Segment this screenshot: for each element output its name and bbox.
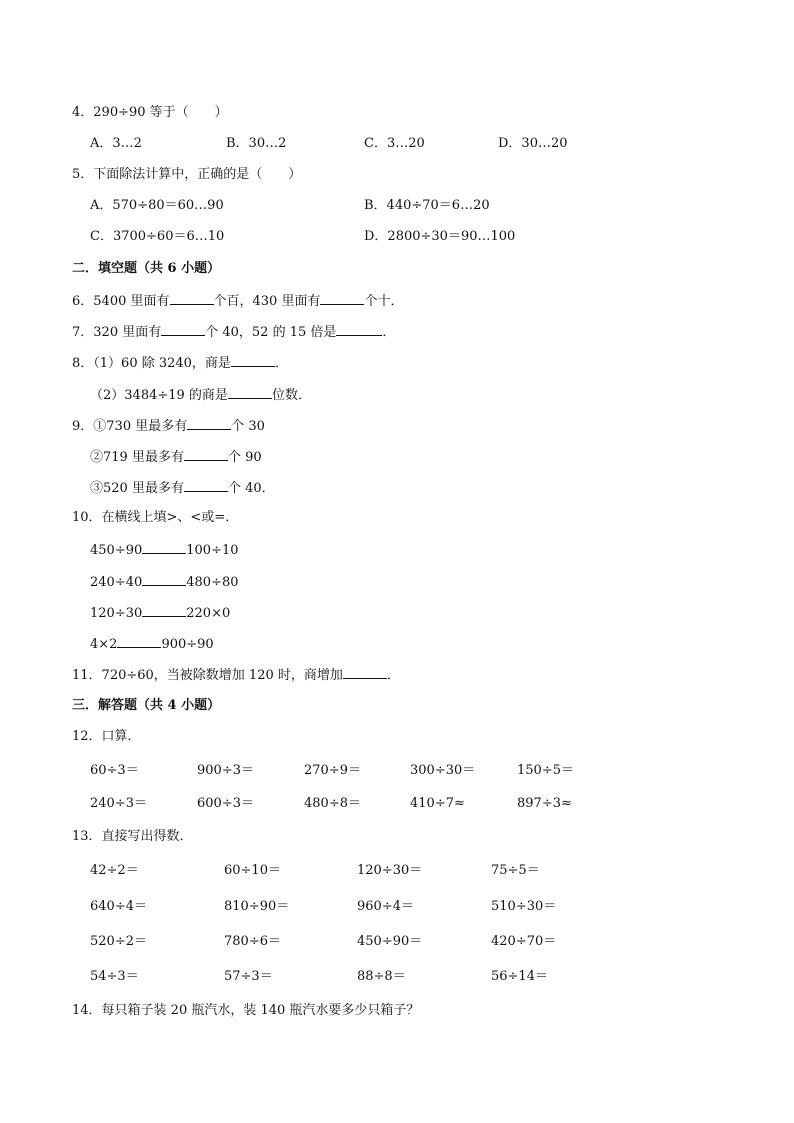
q13-item: 56÷14＝ [491,969,548,984]
question-11 [72,666,400,684]
q10-row-1-right: 100÷10 [186,543,239,558]
q8-text-a2: （2）3484÷19 的商是 [90,388,228,403]
q6-text-b: 个百，430 里面有 [213,294,321,309]
question-14: 14．每只箱子装 20 瓶汽水，装 140 瓶汽水要多少只箱子？ [72,1003,420,1018]
q7-text-a: 7．320 里面有 [72,325,162,340]
q13-item: 60÷10＝ [224,863,281,878]
q12-item: 240÷3＝ [90,796,147,811]
q4-option-d[interactable]: D．30…20 [498,136,568,151]
q5-option-d[interactable]: D．2800÷30＝90…100 [364,229,516,244]
q13-item: 54÷3＝ [90,969,139,984]
q9-text-l1a: 9．①730 里最多有 [72,419,188,434]
q13-item: 780÷6＝ [224,934,281,949]
q10-row-3-left: 120÷30 [90,606,143,621]
q13-item: 960÷4＝ [357,899,414,914]
q9-text-l2b: 个 90 [227,450,262,465]
q11-text-a: 11．720÷60，当被除数增加 120 时，商增加 [72,668,343,683]
question-9-line-3 [90,479,275,497]
q7-blank-2[interactable] [336,323,382,336]
q9-blank-3[interactable] [184,479,228,492]
q13-item: 640÷4＝ [90,899,147,914]
question-5-stem: 5．下面除法计算中，正确的是（ ） [72,167,302,182]
q6-text-a: 6．5400 里面有 [72,294,170,309]
q9-text-l2a: ②719 里最多有 [90,450,184,465]
q10-row-3-right: 220×0 [186,606,231,621]
q4-option-c[interactable]: C．3…20 [364,136,425,151]
q10-row-1 [90,541,239,559]
q9-text-l3a: ③520 里最多有 [90,481,184,496]
q8-blank-2[interactable] [228,386,272,399]
question-8-part-2 [90,386,311,404]
q13-item: 88÷8＝ [357,969,406,984]
q10-row-2-left: 240÷40 [90,575,143,590]
question-13-stem: 13．直接写出得数． [72,829,193,844]
question-8-part-1 [72,354,288,372]
question-12-stem: 12．口算． [72,729,141,744]
q5-option-b[interactable]: B．440÷70＝6…20 [364,198,490,213]
q13-item: 75÷5＝ [491,863,540,878]
q6-blank-2[interactable] [320,292,364,305]
q10-row-4-right: 900÷90 [161,637,214,652]
q10-row-4 [90,635,214,653]
q6-text-c: 个十． [364,294,404,309]
q9-blank-2[interactable] [184,448,228,461]
q12-item: 270÷9＝ [304,763,361,778]
q12-item: 410÷7≈ [410,796,465,811]
q7-text-b: 个 40，52 的 15 倍是 [205,325,337,340]
q11-blank[interactable] [343,666,387,679]
q12-item: 150÷5＝ [517,763,574,778]
q9-blank-1[interactable] [187,417,231,430]
q12-item: 897÷3≈ [517,796,572,811]
q10-row-4-left: 4×2 [90,637,118,652]
q5-option-a[interactable]: A．570÷80＝60…90 [90,198,224,213]
q12-item: 60÷3＝ [90,763,139,778]
q9-text-l3b: 个 40． [227,481,275,496]
section-2-heading: 二．填空题（共 6 小题） [72,261,221,276]
q10-row-2 [90,573,239,591]
section-3-heading: 三．解答题（共 4 小题） [72,698,221,713]
q12-item: 600÷3＝ [197,796,254,811]
q4-option-b[interactable]: B．30…2 [226,136,287,151]
question-4-stem: 4．290÷90 等于（ ） [72,105,228,120]
q7-blank-1[interactable] [161,323,205,336]
q10-blank-4[interactable] [117,635,161,648]
q8-text-a1: 8．（1）60 除 3240，商是 [72,356,231,371]
q13-item: 520÷2＝ [90,934,147,949]
q4-option-a[interactable]: A．3…2 [90,136,142,151]
question-9-line-1 [72,417,265,435]
q10-row-3 [90,604,230,622]
q10-blank-1[interactable] [142,541,186,554]
q9-text-l1b: 个 30 [231,419,265,434]
q8-text-c1: ． [274,356,288,371]
q13-item: 57÷3＝ [224,969,273,984]
q13-item: 510÷30＝ [491,899,557,914]
q13-item: 810÷90＝ [224,899,290,914]
question-7 [72,323,395,341]
q10-blank-3[interactable] [142,604,186,617]
q5-option-c[interactable]: C．3700÷60＝6…10 [90,229,225,244]
q6-blank-1[interactable] [170,292,214,305]
q13-item: 120÷30＝ [357,863,423,878]
question-6 [72,292,403,310]
q12-item: 480÷8＝ [304,796,361,811]
q10-row-2-right: 480÷80 [186,575,239,590]
question-9-line-2 [90,448,262,466]
q10-row-1-left: 450÷90 [90,543,143,558]
q13-item: 420÷70＝ [491,934,557,949]
q11-text-c: ． [386,668,400,683]
question-10-stem: 10．在横线上填>、<或=． [72,510,239,525]
q12-item: 300÷30＝ [410,763,476,778]
q8-text-c2: 位数． [271,388,311,403]
q12-item: 900÷3＝ [197,763,254,778]
q13-item: 450÷90＝ [357,934,423,949]
q7-text-c: ． [382,325,396,340]
q13-item: 42÷2＝ [90,863,139,878]
q8-blank-1[interactable] [231,354,275,367]
q10-blank-2[interactable] [142,573,186,586]
